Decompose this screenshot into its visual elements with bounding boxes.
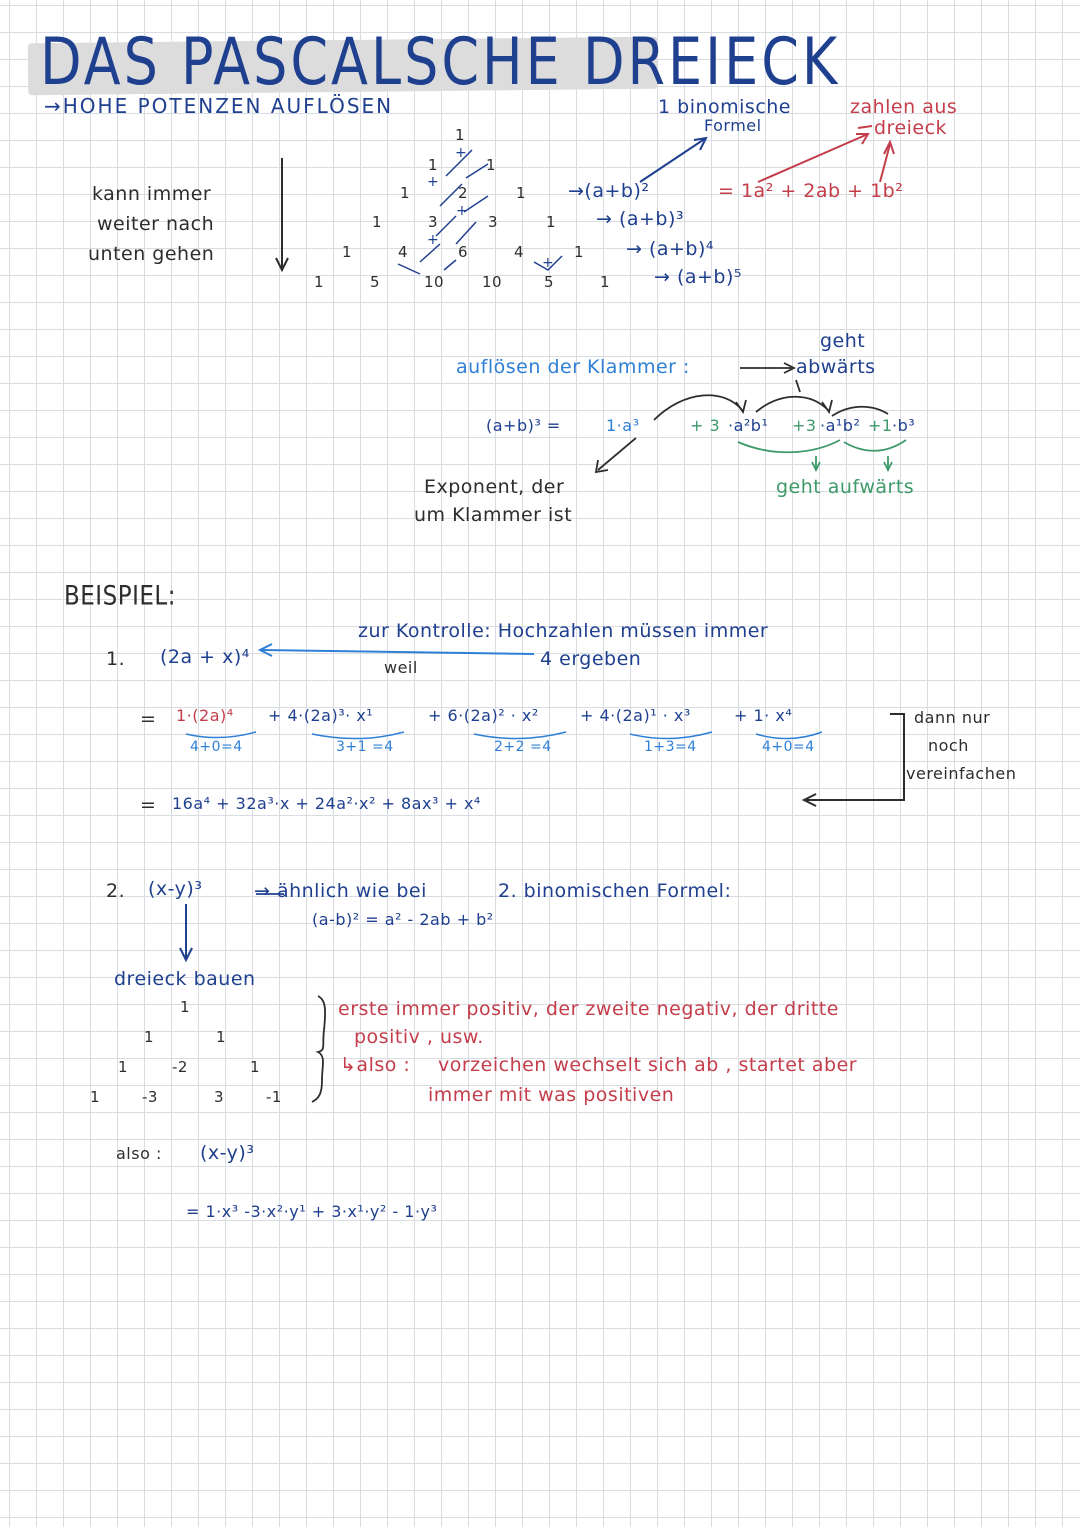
pascal-plus-1: +: [455, 145, 468, 161]
ex2-note-4: immer mit was positiven: [428, 1084, 675, 1106]
ex1-term-5: + 1· x⁴: [734, 706, 793, 725]
pascal-r4-4: 1: [574, 243, 585, 261]
down-arrow-icon: [276, 158, 288, 270]
ex1-kontrolle-1: zur Kontrolle: Hochzahlen müssen immer: [358, 620, 769, 642]
ex2-down-arrow: [180, 904, 192, 960]
geht-aufwaerts: geht aufwärts: [776, 476, 915, 498]
pascal-r3-1: 3: [428, 213, 439, 231]
pascal-r5-1: 5: [370, 273, 381, 291]
formula-term-1: 1·a³: [606, 416, 640, 435]
ex1-side-3: vereinfachen: [906, 764, 1017, 783]
power-2: →(a+b)²: [568, 180, 650, 202]
ex2-note-2: positiv , usw.: [354, 1026, 484, 1048]
exponent-note-1: Exponent, der: [424, 476, 565, 498]
binomial-pointer-arrow: [640, 138, 706, 182]
ex2-note-3: vorzeichen wechselt sich ab , startet aber: [438, 1054, 858, 1076]
beispiel-label: BEISPIEL:: [64, 581, 176, 612]
ex2-tri-r3-0: 1: [90, 1088, 101, 1106]
formula-term-2-rest: ·a²b¹: [728, 416, 769, 435]
label-binomial-1: 1 binomische: [658, 96, 791, 118]
ex2-tri-r3-2: 3: [214, 1088, 225, 1106]
pascal-plus-3: +: [456, 203, 469, 219]
pascal-r2-1: 2: [458, 184, 469, 202]
exponent-pointer-arrow: [596, 438, 636, 472]
pascal-r3-0: 1: [372, 213, 383, 231]
pascal-plus-2: +: [427, 174, 440, 190]
ex2-tri-r1-0: 1: [144, 1028, 155, 1046]
formula-term-4-coef: +1: [868, 416, 893, 435]
ex1-side-2: noch: [928, 736, 969, 755]
formula-term-2-coef: + 3: [690, 416, 721, 435]
label-dreieck-1: zahlen aus: [850, 96, 958, 118]
ex1-check-5: 4+0=4: [762, 739, 815, 755]
pascal-r4-3: 4: [514, 243, 525, 261]
ex2-tri-r3-3: -1: [266, 1088, 282, 1106]
ex1-eq-2: =: [140, 794, 157, 816]
power-5: → (a+b)⁵: [654, 266, 743, 288]
aufwaerts-arcs: [738, 440, 906, 470]
ex1-term-3: + 6·(2a)² · x²: [428, 706, 539, 725]
pascal-r2-2: 1: [516, 184, 527, 202]
ex2-note-1: erste immer positiv, der zweite negativ, der dritte: [338, 998, 839, 1020]
ex2-zweite-formel: 2. binomischen Formel:: [498, 880, 732, 902]
pascal-r4-1: 4: [398, 243, 409, 261]
ex2-also: also :: [116, 1144, 162, 1163]
ex1-expression: (2a + x)⁴: [160, 646, 250, 668]
ex2-dreieck-bauen: dreieck bauen: [114, 968, 256, 990]
geht-abwaerts-2: abwärts: [796, 356, 876, 378]
check-underbraces: [186, 732, 822, 739]
pascal-r5-3: 10: [482, 273, 503, 291]
aufloesen-heading: auflösen der Klammer :: [456, 356, 690, 378]
ex2-tri-r1-1: 1: [216, 1028, 227, 1046]
power-4: → (a+b)⁴: [626, 238, 715, 260]
ex1-check-3: 2+2 =4: [494, 739, 552, 755]
abwaerts-arrows: [654, 363, 888, 420]
power-3: → (a+b)³: [596, 208, 685, 230]
pascal-r5-5: 1: [600, 273, 611, 291]
ex2-also-expression: (x-y)³: [200, 1142, 255, 1164]
expansion-square: = 1a² + 2ab + 1b²: [718, 180, 904, 202]
ex2-number: 2.: [106, 880, 126, 902]
exponent-note-2: um Klammer ist: [414, 504, 573, 526]
pascal-r5-2: 10: [424, 273, 445, 291]
ex1-term-2: + 4·(2a)³· x¹: [268, 706, 374, 725]
dreieck-pointer-arrows: [758, 126, 894, 182]
pascal-r3-2: 3: [488, 213, 499, 231]
pascal-r4-0: 1: [342, 243, 353, 261]
pascal-plus-4: +: [427, 232, 440, 248]
ex2-tri-r2-2: 1: [250, 1058, 261, 1076]
ex1-check-4: 1+3=4: [644, 739, 697, 755]
ex1-side-1: dann nur: [914, 708, 991, 727]
page-title: DAS PASCALSCHE DREIECK: [40, 24, 841, 100]
ex1-term-1: 1·(2a)⁴: [176, 706, 234, 725]
vereinfachen-bracket-arrow: [804, 714, 904, 806]
ex2-tri-r3-1: -3: [142, 1088, 158, 1106]
pascal-r5-0: 1: [314, 273, 325, 291]
ex1-kontrolle-2: 4 ergeben: [540, 648, 642, 670]
label-dreieck-2: dreieck: [874, 117, 948, 139]
ex2-tri-r2-1: -2: [172, 1058, 188, 1076]
ex1-eq-1: =: [140, 708, 157, 730]
ex2-aehnlich: → ähnlich wie bei: [254, 880, 427, 902]
label-binomial-2: Formel: [704, 116, 762, 135]
pascal-r0-0: 1: [455, 126, 466, 144]
ex1-number: 1.: [106, 648, 126, 670]
ex1-check-1: 4+0=4: [190, 739, 243, 755]
pascal-r1-1: 1: [486, 156, 497, 174]
pascal-plus-5: +: [542, 255, 555, 271]
ex1-result: 16a⁴ + 32a³·x + 24a²·x² + 8ax³ + x⁴: [172, 794, 481, 813]
ex1-check-2: 3+1 =4: [336, 739, 394, 755]
ex1-weil: weil: [384, 658, 418, 677]
ex2-tri-r0-0: 1: [180, 998, 191, 1016]
pascal-r1-0: 1: [428, 156, 439, 174]
ex2-result: = 1·x³ -3·x²·y¹ + 3·x¹·y² - 1·y³: [186, 1202, 438, 1221]
side-note-line-3: unten gehen: [88, 243, 215, 265]
pascal-r5-4: 5: [544, 273, 555, 291]
pascal-connectors: [398, 150, 562, 274]
formula-term-3-coef: +3: [792, 416, 817, 435]
ex2-expression: (x-y)³: [148, 878, 203, 900]
geht-abwaerts-1: geht: [820, 330, 866, 352]
ex2-tri-r2-0: 1: [118, 1058, 129, 1076]
pascal-r3-3: 1: [546, 213, 557, 231]
ex2-formula: (a-b)² = a² - 2ab + b²: [312, 910, 494, 929]
side-note-line-1: kann immer: [92, 183, 212, 205]
ex2-note-3-prefix: ↳also :: [340, 1054, 411, 1076]
side-note-line-2: weiter nach: [97, 213, 215, 235]
page-subtitle: →HOHE POTENZEN AUFLÖSEN: [44, 94, 394, 118]
formula-lhs: (a+b)³ =: [486, 416, 561, 435]
ex1-term-4: + 4·(2a)¹ · x³: [580, 706, 691, 725]
kontrolle-arrow: [260, 644, 534, 656]
ex2-brace: [312, 996, 325, 1102]
pascal-r4-2: 6: [458, 243, 469, 261]
pascal-r2-0: 1: [400, 184, 411, 202]
formula-term-4-rest: ·b³: [892, 416, 916, 435]
formula-term-3-rest: ·a¹b²: [820, 416, 861, 435]
